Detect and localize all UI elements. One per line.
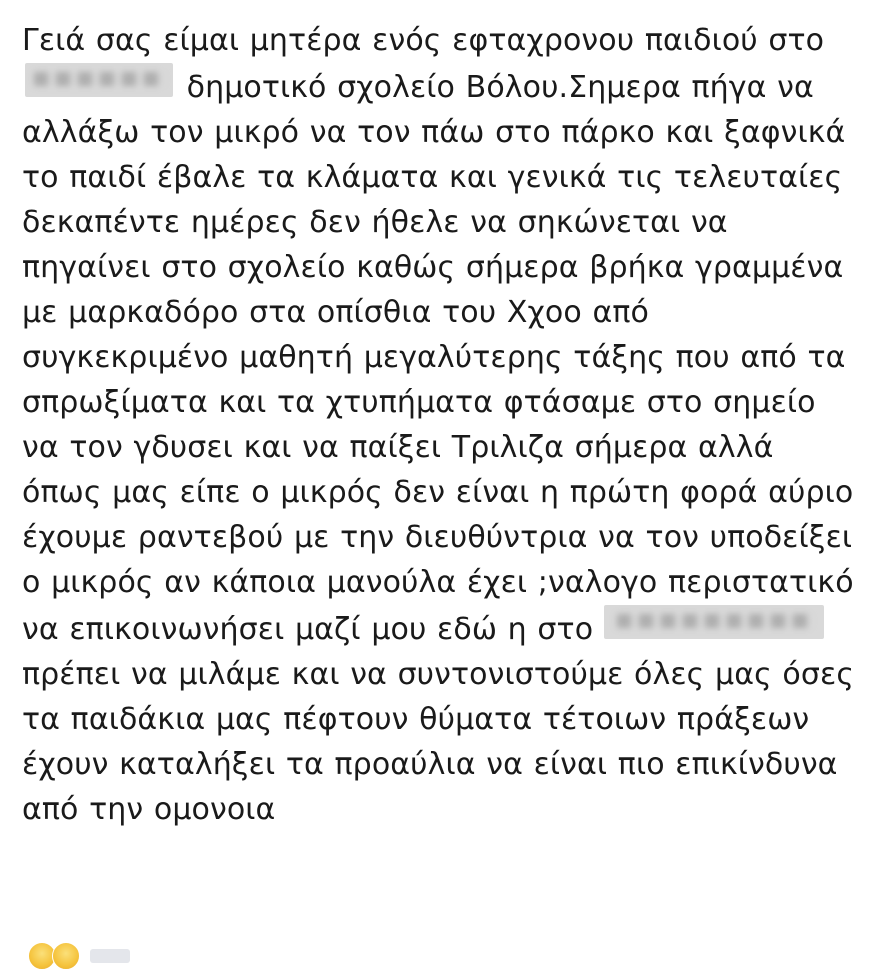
reaction-count-label xyxy=(90,949,130,963)
haha-reaction-icon[interactable] xyxy=(52,942,80,970)
post-body-text: Γειά σας είμαι μητέρα ενός εφταχρονου παιδιού στο δημοτικό σχολείο Βόλου.Σημερα πήγα να αλλάξω τον μικρό να τον πάω στο πάρκο και ξαφνικά το παιδί έβαλε τα κλάματα και γενικά τις τελευταίες δεκαπέντε ημέρες δεν ήθελε να σηκώνεται να πηγαίνει στο σχολείο καθώς σήμερα βρήκα γραμμένα με μαρκαδόρο στα οπίσθια του Χχοο από συγκεκριμένο μαθητή μεγαλύτερης τάξης που από τα σπρωξίματα και τα χτυπήματα φτάσαμε στο σημείο να τον γδυσει και να παίξει Τριλιζα σήμερα αλλά όπως μας είπε ο μικρός δεν είναι η πρώτη φορά αύριο έχουμε ραντεβού με την διευθύντρια να τον υποδείξει ο μικρός αν κάποια μανούλα έχει ;ναλογο περιστατικό να επικοινωνήσει μαζί μου εδώ η στο πρέπει να μιλάμε και να συντονιστούμε όλες μας όσες τα παιδάκια μας πέφτουν θύματα τέτοιων πράξεων έχουν καταλήξει τα προαύλια να είναι πιο επικίνδυνα από την ομονοια xyxy=(22,23,855,827)
redacted-text-block xyxy=(604,605,824,639)
redacted-text-block xyxy=(25,63,173,97)
reaction-bar[interactable] xyxy=(28,943,130,969)
